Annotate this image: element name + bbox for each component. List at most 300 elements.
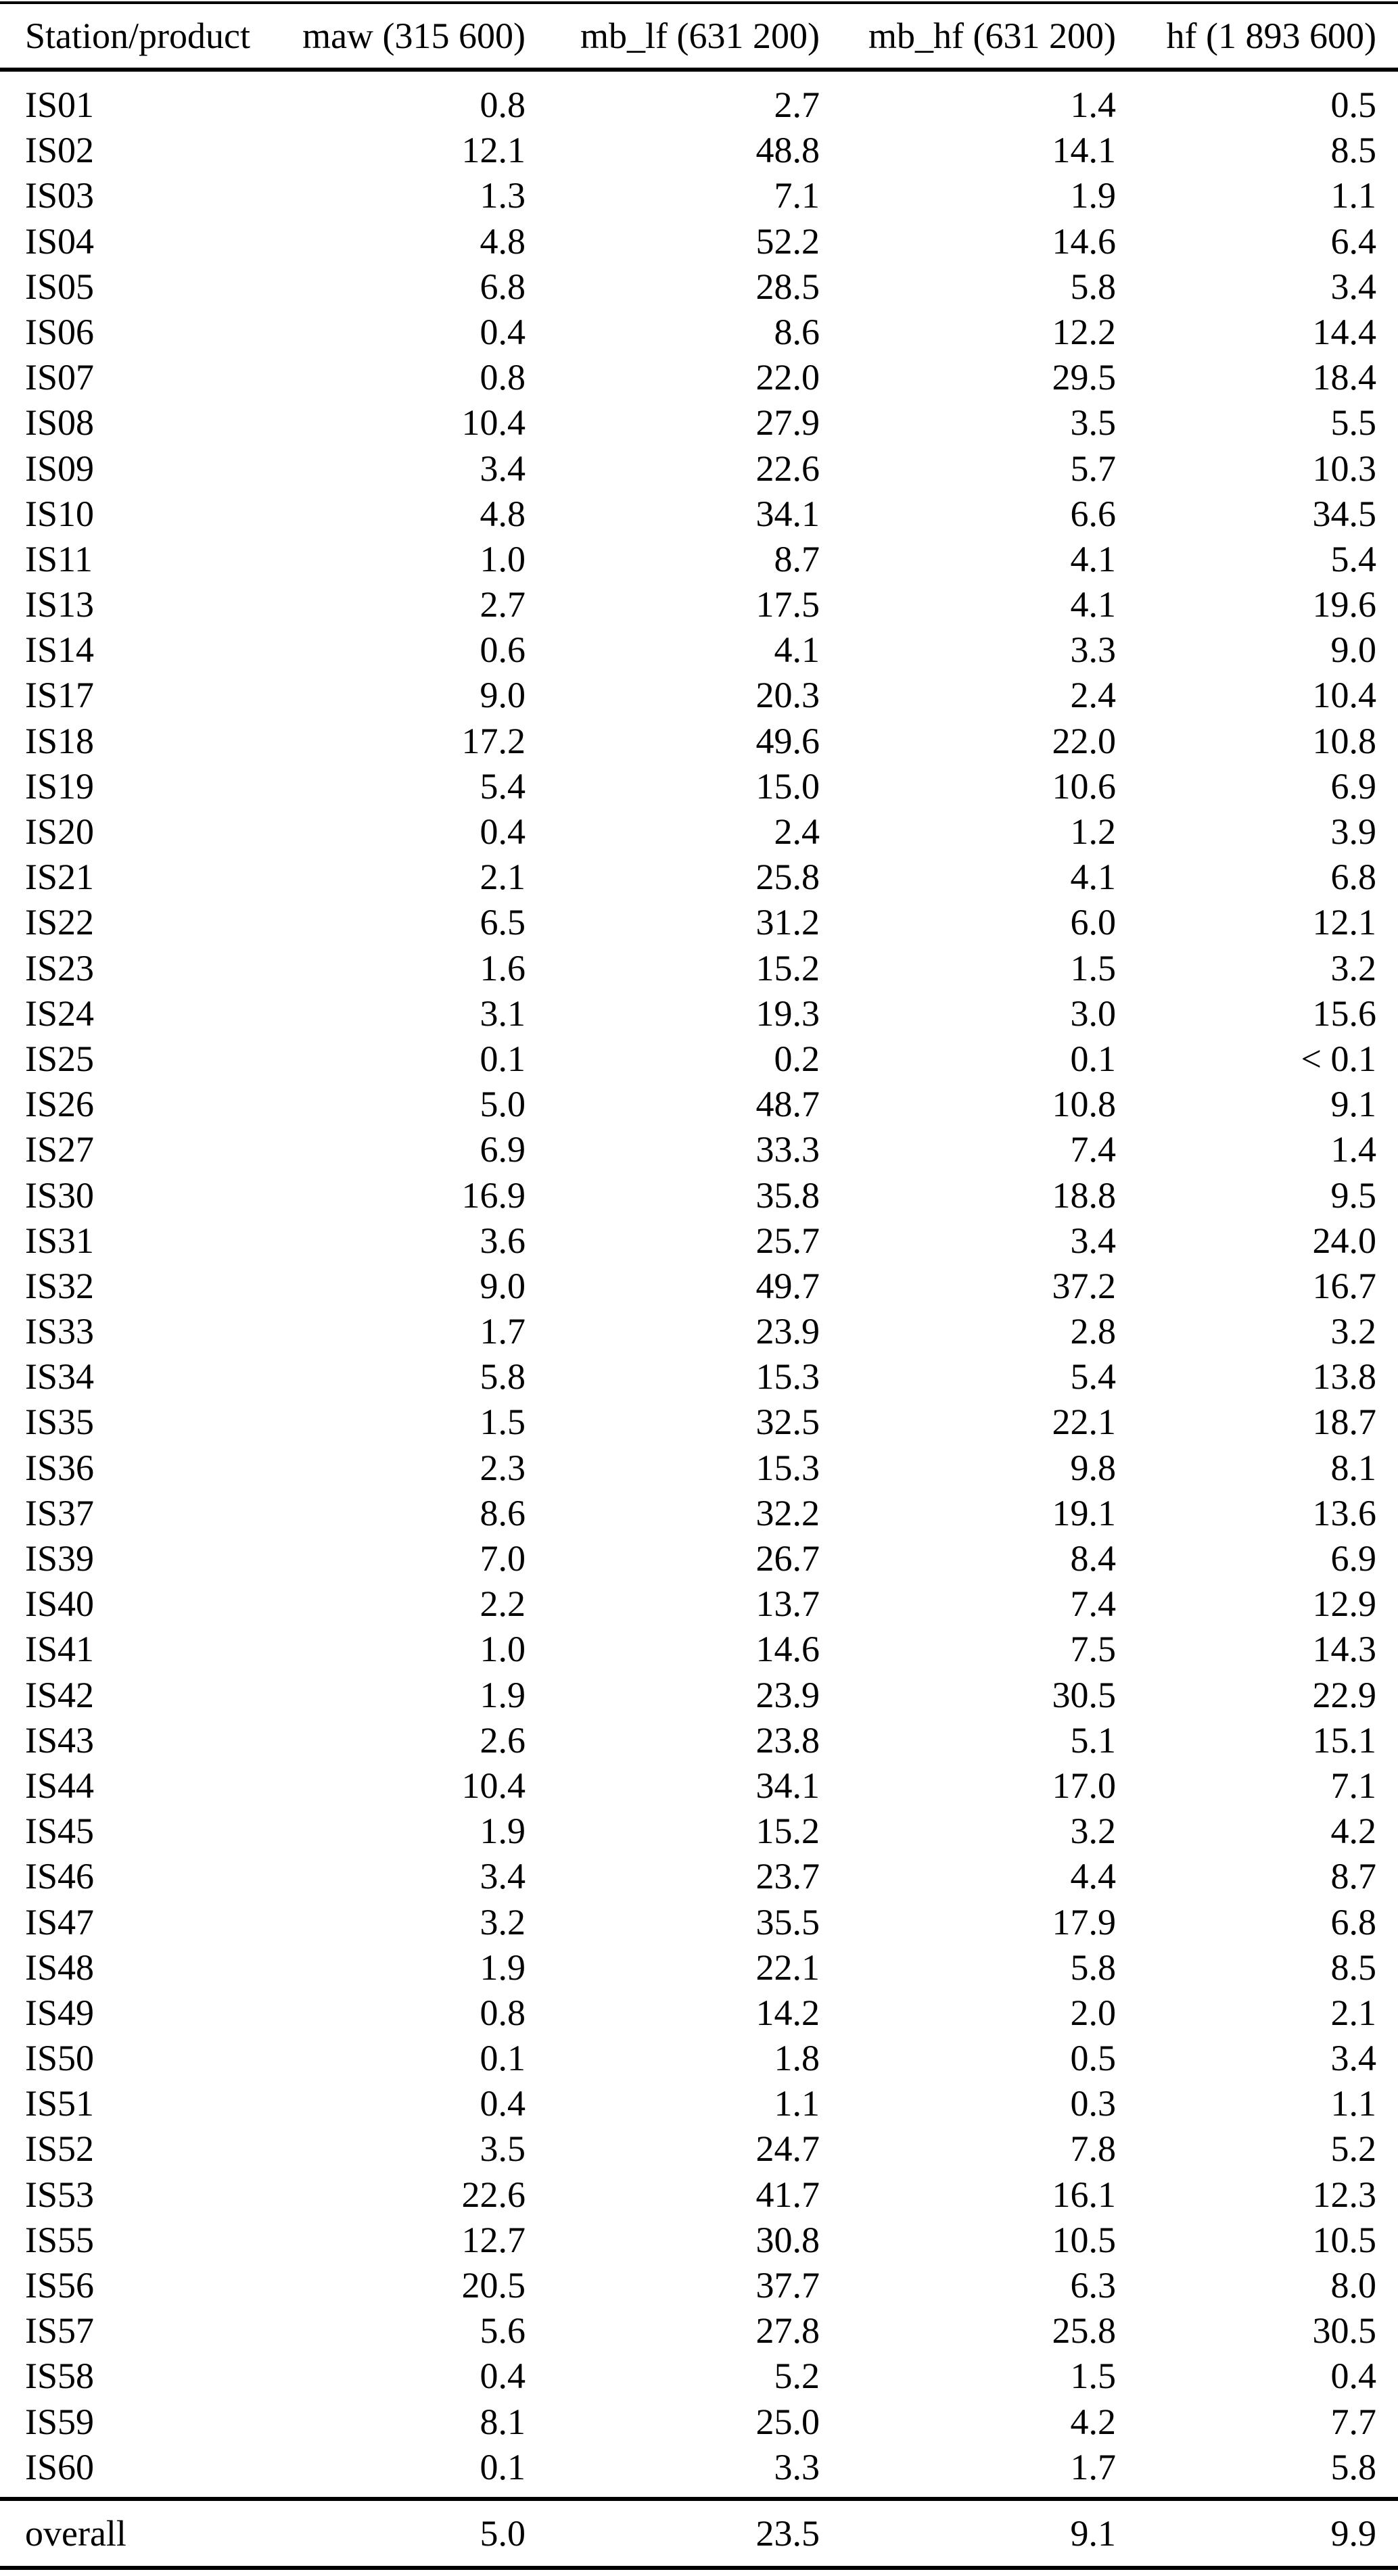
overall-label-cell: overall [25,2512,126,2554]
mb-lf-value-cell: 2.4 [774,811,820,852]
mb-lf-value-cell: 1.8 [774,2038,820,2079]
mb-lf-value-cell: 49.7 [755,1265,820,1306]
maw-value-cell: 7.0 [480,1538,526,1579]
hf-value-cell: 13.8 [1312,1356,1376,1398]
station-cell: IS58 [25,2356,95,2397]
maw-value-cell: 3.4 [480,1856,526,1897]
maw-value-cell: 0.8 [480,357,526,398]
maw-value-cell: 2.6 [480,1719,526,1761]
mb-lf-value-cell: 24.7 [755,2128,820,2170]
mb-hf-value-cell: 4.1 [1070,538,1116,579]
mb-lf-value-cell: 28.5 [755,266,820,307]
mb-hf-value-cell: 5.8 [1070,1947,1116,1988]
hf-value-cell: < 0.1 [1301,1038,1376,1079]
hf-value-cell: 3.4 [1330,266,1376,307]
mb-hf-value-cell: 10.5 [1052,2219,1116,2260]
table-row [0,673,1398,718]
table-row [0,1491,1398,1536]
station-cell: IS25 [25,1038,95,1079]
maw-value-cell: 0.1 [480,2038,526,2079]
hf-value-cell: 12.3 [1312,2174,1376,2215]
maw-value-cell: 6.9 [480,1129,526,1170]
hf-value-cell: 8.5 [1330,1947,1376,1988]
mb-hf-value-cell: 6.6 [1070,493,1116,534]
station-cell: IS37 [25,1492,95,1533]
mb-lf-value-cell: 31.2 [755,902,820,943]
maw-value-cell: 3.5 [480,2128,526,2170]
mb-hf-value-cell: 1.5 [1070,2356,1116,2397]
station-cell: IS45 [25,1811,95,1852]
mb-lf-value-cell: 15.3 [755,1356,820,1398]
hf-value-cell: 4.2 [1330,1811,1376,1852]
station-cell: IS40 [25,1583,95,1625]
mb-lf-value-cell: 23.9 [755,1311,820,1352]
mb-hf-value-cell: 9.8 [1070,1447,1116,1488]
table-row [0,1446,1398,1491]
table-row [0,1627,1398,1672]
mb-hf-value-cell: 0.5 [1070,2038,1116,2079]
hf-value-cell: 6.4 [1330,220,1376,262]
mb-hf-value-cell: 3.3 [1070,629,1116,671]
mb-hf-value-cell: 4.1 [1070,857,1116,898]
mb-lf-value-cell: 17.5 [755,584,820,625]
mb-hf-value-cell: 16.1 [1052,2174,1116,2215]
hf-value-cell: 9.0 [1330,629,1376,671]
mb-lf-value-cell: 15.2 [755,1811,820,1852]
mb-hf-value-cell: 10.8 [1052,1084,1116,1125]
table-row [0,764,1398,809]
maw-value-cell: 3.4 [480,448,526,489]
mb-lf-value-cell: 32.2 [755,1492,820,1533]
hf-value-cell: 18.4 [1312,357,1376,398]
mb-hf-value-cell: 3.2 [1070,1811,1116,1852]
hf-value-cell: 34.5 [1312,493,1376,534]
maw-value-cell: 1.7 [480,1311,526,1352]
table-row [0,1945,1398,1990]
mb-hf-value-cell: 25.8 [1052,2310,1116,2352]
station-cell: IS11 [25,538,93,579]
hf-value-cell: 9.1 [1330,1084,1376,1125]
mb-hf-value-cell: 12.2 [1052,311,1116,352]
station-cell: IS42 [25,1674,95,1715]
mb-hf-value-cell: 5.1 [1070,1719,1116,1761]
table-row [0,128,1398,173]
table-row [0,1763,1398,1809]
table-row [0,2218,1398,2263]
station-cell: IS14 [25,629,95,671]
maw-value-cell: 2.1 [480,857,526,898]
table-row [0,400,1398,446]
station-cell: IS05 [25,266,95,307]
mb-hf-value-cell: 1.4 [1070,85,1116,125]
hf-value-cell: 30.5 [1312,2310,1376,2352]
mb-hf-value-cell: 18.8 [1052,1174,1116,1216]
table-row [0,492,1398,537]
table-row [0,2308,1398,2354]
table-body [0,72,1398,2497]
hf-value-cell: 12.1 [1312,902,1376,943]
hf-value-cell: 14.4 [1312,311,1376,352]
hf-value-cell: 15.1 [1312,1719,1376,1761]
mb-lf-value-cell: 13.7 [755,1583,820,1625]
mb-hf-value-cell: 2.4 [1070,675,1116,716]
mb-lf-value-cell: 8.6 [774,311,820,352]
hf-value-cell: 13.6 [1312,1492,1376,1533]
hf-value-cell: 8.0 [1330,2265,1376,2306]
hf-value-cell: 5.2 [1330,2128,1376,2170]
station-cell: IS23 [25,947,95,988]
mb-lf-value-cell: 5.2 [774,2356,820,2397]
station-cell: IS52 [25,2128,95,2170]
maw-value-cell: 9.0 [480,675,526,716]
mb-lf-value-cell: 34.1 [755,493,820,534]
hf-value-cell: 6.9 [1330,1538,1376,1579]
table-row [0,809,1398,855]
table-row [0,1854,1398,1899]
table-row [0,219,1398,264]
hf-value-cell: 1.1 [1330,175,1376,216]
station-cell: IS35 [25,1402,95,1443]
overall-hf-cell: 9.9 [1330,2512,1376,2554]
table-row [0,1673,1398,1718]
station-cell: IS03 [25,175,95,216]
hf-value-cell: 15.6 [1312,993,1376,1034]
table-row [0,1309,1398,1354]
station-cell: IS41 [25,1629,95,1670]
mb-hf-value-cell: 4.1 [1070,584,1116,625]
station-cell: IS53 [25,2174,95,2215]
maw-value-cell: 10.4 [461,402,526,444]
hf-value-cell: 10.5 [1312,2219,1376,2260]
table-row [0,2400,1398,2445]
mb-hf-value-cell: 30.5 [1052,1674,1116,1715]
table-header-row [0,4,1398,68]
maw-value-cell: 1.6 [480,947,526,988]
maw-value-cell: 3.1 [480,993,526,1034]
maw-value-cell: 16.9 [461,1174,526,1216]
mb-hf-value-cell: 19.1 [1052,1492,1116,1533]
mb-hf-value-cell: 22.0 [1052,720,1116,761]
hf-value-cell: 5.4 [1330,538,1376,579]
mb-hf-value-cell: 1.9 [1070,175,1116,216]
hf-value-cell: 6.8 [1330,857,1376,898]
hf-value-cell: 2.1 [1330,1992,1376,2033]
station-cell: IS20 [25,811,95,852]
maw-value-cell: 1.9 [480,1674,526,1715]
maw-value-cell: 1.9 [480,1947,526,1988]
mb-lf-value-cell: 15.3 [755,1447,820,1488]
table-row [0,1127,1398,1172]
mb-lf-value-cell: 15.2 [755,947,820,988]
table-row [0,1173,1398,1218]
mb-hf-value-cell: 0.3 [1070,2083,1116,2124]
station-cell: IS34 [25,1356,95,1398]
mb-lf-value-cell: 22.6 [755,448,820,489]
hf-value-cell: 0.5 [1330,85,1376,125]
mb-lf-value-cell: 3.3 [774,2446,820,2487]
mb-lf-value-cell: 35.8 [755,1174,820,1216]
station-cell: IS02 [25,130,95,171]
station-cell: IS56 [25,2265,95,2306]
hf-value-cell: 0.4 [1330,2356,1376,2397]
mb-hf-value-cell: 3.0 [1070,993,1116,1034]
table-row [0,1581,1398,1627]
station-cell: IS17 [25,675,95,716]
col-header-mb-hf: mb_hf (631 200) [868,16,1116,56]
station-cell: IS31 [25,1220,95,1261]
mb-lf-value-cell: 34.1 [755,1765,820,1806]
mb-hf-value-cell: 6.0 [1070,902,1116,943]
mb-lf-value-cell: 27.9 [755,402,820,444]
maw-value-cell: 2.7 [480,584,526,625]
maw-value-cell: 1.3 [480,175,526,216]
mb-lf-value-cell: 25.0 [755,2401,820,2442]
hf-value-cell: 5.8 [1330,2446,1376,2487]
maw-value-cell: 4.8 [480,493,526,534]
table-row [0,1536,1398,1581]
hf-value-cell: 12.9 [1312,1583,1376,1625]
mb-hf-value-cell: 0.1 [1070,1038,1116,1079]
maw-value-cell: 0.1 [480,2446,526,2487]
hf-value-cell: 18.7 [1312,1402,1376,1443]
maw-value-cell: 6.5 [480,902,526,943]
mb-hf-value-cell: 7.4 [1070,1583,1116,1625]
station-cell: IS06 [25,311,95,352]
table-row [0,1264,1398,1309]
station-cell: IS26 [25,1084,95,1125]
station-cell: IS13 [25,584,95,625]
mb-hf-value-cell: 7.8 [1070,2128,1116,2170]
mb-hf-value-cell: 37.2 [1052,1265,1116,1306]
mb-lf-value-cell: 1.1 [774,2083,820,2124]
mb-lf-value-cell: 27.8 [755,2310,820,2352]
mb-lf-value-cell: 25.7 [755,1220,820,1261]
mb-lf-value-cell: 2.7 [774,85,820,125]
table-row [0,1718,1398,1763]
station-cell: IS19 [25,765,95,807]
mb-lf-value-cell: 8.7 [774,538,820,579]
mb-lf-value-cell: 7.1 [774,175,820,216]
maw-value-cell: 0.8 [480,1992,526,2033]
station-cell: IS10 [25,493,95,534]
maw-value-cell: 2.3 [480,1447,526,1488]
mb-lf-value-cell: 52.2 [755,220,820,262]
mb-lf-value-cell: 14.6 [755,1629,820,1670]
table-row [0,1900,1398,1945]
mb-hf-value-cell: 5.7 [1070,448,1116,489]
mb-hf-value-cell: 7.4 [1070,1129,1116,1170]
maw-value-cell: 4.8 [480,220,526,262]
table-row [0,173,1398,218]
table-row [0,719,1398,764]
table-row [0,446,1398,492]
station-cell: IS33 [25,1311,95,1352]
mb-hf-value-cell: 14.6 [1052,220,1116,262]
station-cell: IS32 [25,1265,95,1306]
hf-value-cell: 8.1 [1330,1447,1376,1488]
mb-lf-value-cell: 22.0 [755,357,820,398]
station-cell: IS04 [25,220,95,262]
station-cell: IS08 [25,402,95,444]
hf-value-cell: 14.3 [1312,1629,1376,1670]
table-row [0,946,1398,991]
station-cell: IS39 [25,1538,95,1579]
mb-hf-value-cell: 22.1 [1052,1402,1116,1443]
hf-value-cell: 16.7 [1312,1265,1376,1306]
mb-lf-value-cell: 30.8 [755,2219,820,2260]
maw-value-cell: 5.6 [480,2310,526,2352]
table-row [0,991,1398,1036]
station-cell: IS21 [25,857,95,898]
table-row [0,1036,1398,1082]
mb-hf-value-cell: 4.4 [1070,1856,1116,1897]
table-row [0,2354,1398,2399]
mb-hf-value-cell: 2.0 [1070,1992,1116,2033]
mb-lf-value-cell: 14.2 [755,1992,820,2033]
maw-value-cell: 12.7 [461,2219,526,2260]
maw-value-cell: 5.8 [480,1356,526,1398]
table-row [0,2081,1398,2126]
hf-value-cell: 8.7 [1330,1856,1376,1897]
mb-hf-value-cell: 5.8 [1070,266,1116,307]
mb-lf-value-cell: 23.8 [755,1719,820,1761]
mb-hf-value-cell: 5.4 [1070,1356,1116,1398]
mb-lf-value-cell: 0.2 [774,1038,820,1079]
table-row [0,900,1398,945]
maw-value-cell: 8.1 [480,2401,526,2442]
table-row [0,537,1398,582]
hf-value-cell: 8.5 [1330,130,1376,171]
station-cell: IS50 [25,2038,95,2079]
maw-value-cell: 10.4 [461,1765,526,1806]
table-row [0,264,1398,310]
mb-lf-value-cell: 4.1 [774,629,820,671]
station-cell: IS09 [25,448,95,489]
mb-lf-value-cell: 33.3 [755,1129,820,1170]
station-cell: IS57 [25,2310,95,2352]
maw-value-cell: 12.1 [461,130,526,171]
table-row [0,627,1398,673]
mb-hf-value-cell: 1.7 [1070,2446,1116,2487]
maw-value-cell: 0.1 [480,1038,526,1079]
table-row [0,2126,1398,2172]
maw-value-cell: 3.2 [480,1901,526,1942]
mb-hf-value-cell: 4.2 [1070,2401,1116,2442]
table-row [0,2036,1398,2081]
table-row [0,1400,1398,1445]
maw-value-cell: 5.4 [480,765,526,807]
hf-value-cell: 10.8 [1312,720,1376,761]
overall-row [0,2501,1398,2566]
hf-value-cell: 3.2 [1330,1311,1376,1352]
table-row [0,310,1398,355]
hf-value-cell: 3.9 [1330,811,1376,852]
mb-lf-value-cell: 32.5 [755,1402,820,1443]
mb-lf-value-cell: 37.7 [755,2265,820,2306]
hf-value-cell: 22.9 [1312,1674,1376,1715]
hf-value-cell: 19.6 [1312,584,1376,625]
table-row [0,82,1398,128]
station-cell: IS27 [25,1129,95,1170]
maw-value-cell: 2.2 [480,1583,526,1625]
hf-value-cell: 5.5 [1330,402,1376,444]
mb-hf-value-cell: 1.5 [1070,947,1116,988]
maw-value-cell: 22.6 [461,2174,526,2215]
mb-hf-value-cell: 2.8 [1070,1311,1116,1352]
hf-value-cell: 3.4 [1330,2038,1376,2079]
col-header-hf: hf (1 893 600) [1166,16,1376,56]
mb-lf-value-cell: 15.0 [755,765,820,807]
station-cell: IS59 [25,2401,95,2442]
mb-lf-value-cell: 49.6 [755,720,820,761]
overall-mb-hf-cell: 9.1 [1070,2512,1116,2554]
col-header-mb-lf: mb_lf (631 200) [580,16,820,56]
hf-value-cell: 6.9 [1330,765,1376,807]
station-cell: IS36 [25,1447,95,1488]
station-cell: IS43 [25,1719,95,1761]
maw-value-cell: 0.4 [480,311,526,352]
maw-value-cell: 1.0 [480,1629,526,1670]
mb-lf-value-cell: 23.9 [755,1674,820,1715]
mb-lf-value-cell: 41.7 [755,2174,820,2215]
table-row [0,855,1398,900]
mb-hf-value-cell: 3.4 [1070,1220,1116,1261]
station-cell: IS49 [25,1992,95,2033]
mb-hf-value-cell: 6.3 [1070,2265,1116,2306]
mb-lf-value-cell: 48.7 [755,1084,820,1125]
maw-value-cell: 8.6 [480,1492,526,1533]
hf-value-cell: 1.4 [1330,1129,1376,1170]
station-cell: IS60 [25,2446,95,2487]
mb-lf-value-cell: 48.8 [755,130,820,171]
bottom-rule [0,2566,1398,2570]
table-row [0,1218,1398,1264]
maw-value-cell: 17.2 [461,720,526,761]
hf-value-cell: 10.3 [1312,448,1376,489]
hf-value-cell: 24.0 [1312,1220,1376,1261]
mb-lf-value-cell: 35.5 [755,1901,820,1942]
station-cell: IS01 [25,85,95,125]
mb-lf-value-cell: 26.7 [755,1538,820,1579]
maw-value-cell: 20.5 [461,2265,526,2306]
hf-value-cell: 9.5 [1330,1174,1376,1216]
maw-value-cell: 1.9 [480,1811,526,1852]
mb-hf-value-cell: 17.0 [1052,1765,1116,1806]
station-cell: IS46 [25,1856,95,1897]
maw-value-cell: 1.5 [480,1402,526,1443]
table-row [0,582,1398,627]
mb-lf-value-cell: 19.3 [755,993,820,1034]
mb-lf-value-cell: 25.8 [755,857,820,898]
maw-value-cell: 0.4 [480,811,526,852]
station-cell: IS48 [25,1947,95,1988]
station-cell: IS47 [25,1901,95,1942]
table-row [0,2445,1398,2490]
station-cell: IS51 [25,2083,95,2124]
hf-value-cell: 3.2 [1330,947,1376,988]
mb-lf-value-cell: 23.7 [755,1856,820,1897]
maw-value-cell: 1.0 [480,538,526,579]
table-row [0,1354,1398,1400]
mb-hf-value-cell: 29.5 [1052,357,1116,398]
table-row [0,2263,1398,2308]
col-header-station: Station/product [25,16,250,56]
table-row [0,1809,1398,1854]
hf-value-cell: 10.4 [1312,675,1376,716]
station-cell: IS18 [25,720,95,761]
hf-value-cell: 6.8 [1330,1901,1376,1942]
overall-mb-lf-cell: 23.5 [755,2512,820,2554]
